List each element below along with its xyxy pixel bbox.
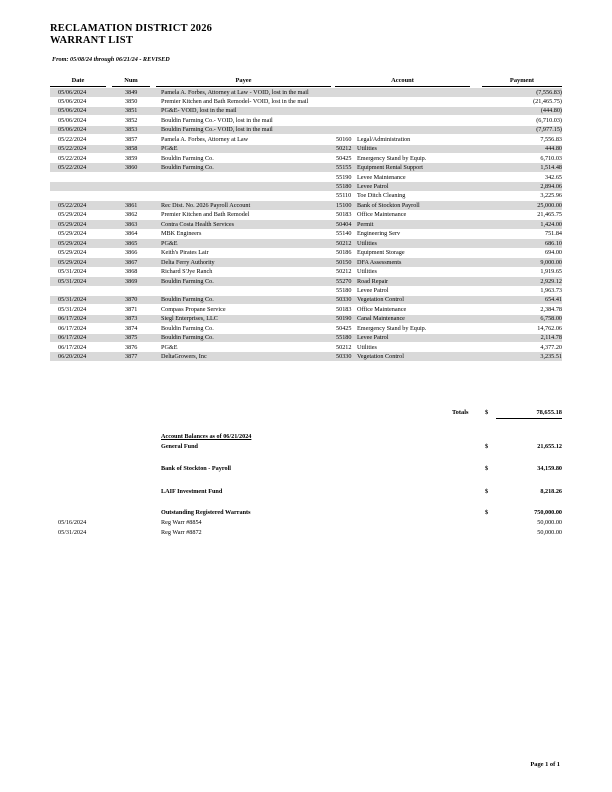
row-payee: Bouldin Farming Co. (161, 324, 214, 332)
table-row (0, 154, 612, 163)
row-date: 05/29/2024 (58, 230, 87, 238)
row-date: 06/17/2024 (58, 324, 87, 332)
row-num: 3866 (125, 249, 138, 257)
row-account-code: 55180 (336, 286, 352, 294)
row-account-code: 50160 (336, 135, 352, 143)
row-payment: 2,929.12 (540, 277, 562, 285)
totals-label: Totals (452, 409, 469, 416)
row-date: 05/29/2024 (58, 239, 87, 247)
row-num: 3851 (125, 107, 138, 115)
table-row (0, 201, 612, 210)
row-payee: Bouldin Farming Co. (161, 334, 214, 342)
row-account-name: Legal/Administration (357, 135, 411, 143)
row-num: 3850 (125, 97, 138, 105)
row-account-code: 50186 (336, 249, 352, 257)
row-account-name: Canal Maintenance (357, 315, 405, 323)
row-payment: (444.80) (540, 107, 562, 115)
table-row (0, 125, 612, 134)
row-date: 05/31/2024 (58, 277, 87, 285)
row-account-code: 15100 (336, 201, 352, 209)
row-num: 3857 (125, 135, 138, 143)
column-account: Account (335, 77, 470, 87)
row-payee: Bouldin Farming Co. (161, 164, 214, 172)
row-payment: (7,556.83) (536, 88, 562, 96)
row-payee: Siegl Enterprises, LLC (161, 315, 218, 323)
registered-warrant-row (0, 518, 612, 527)
totals-value: 78,655.18 (536, 409, 562, 416)
row-date: 06/17/2024 (58, 343, 87, 351)
row-num: 3859 (125, 154, 138, 162)
table-row (0, 135, 612, 144)
row-date: 06/20/2024 (58, 353, 87, 361)
row-payee: PG&E (161, 343, 178, 351)
row-account-code: 50404 (336, 220, 352, 228)
row-num: 3876 (125, 343, 138, 351)
row-account-code: 55140 (336, 230, 352, 238)
table-row (0, 248, 612, 257)
row-payee: Richard S'Jye Ranch (161, 268, 213, 276)
row-date: 05/22/2024 (58, 154, 87, 162)
row-payment: 1,424.00 (540, 220, 562, 228)
table-row (0, 88, 612, 97)
row-payment: 654.41 (544, 296, 562, 304)
row-account-code: 50183 (336, 211, 352, 219)
row-payee: Bouldin Farming Co.- VOID, lost in the mail (161, 126, 273, 134)
reg-warrant-label: Reg Warr #8854 (161, 519, 202, 526)
row-date: 05/31/2024 (58, 305, 87, 313)
row-date: 05/31/2024 (58, 268, 87, 276)
row-payee: PG&E (161, 239, 178, 247)
row-payment: 1,514.48 (540, 164, 562, 172)
payroll-currency: $ (485, 465, 489, 472)
row-account-name: Office Maintenance (357, 211, 407, 219)
table-row (0, 343, 612, 352)
row-payee: Pamela A. Forbes, Attorney at Law (161, 135, 249, 143)
reg-warrant-label: Reg Warr #8872 (161, 529, 202, 536)
totals-currency: $ (485, 409, 489, 416)
row-num: 3870 (125, 296, 138, 304)
row-account-code: 50212 (336, 268, 352, 276)
row-payee: Keith's Pirates Lair (161, 249, 209, 257)
row-num: 3853 (125, 126, 138, 134)
row-num: 3869 (125, 277, 138, 285)
row-account-code: 50330 (336, 353, 352, 361)
table-row (0, 324, 612, 333)
row-date: 05/22/2024 (58, 135, 87, 143)
column-payee: Payee (156, 77, 331, 87)
table-row (0, 305, 612, 314)
table-row (0, 314, 612, 323)
row-payment: 2,114.78 (540, 334, 562, 342)
row-payee: DeltaGrowers, Inc (161, 353, 207, 361)
table-row (0, 229, 612, 238)
row-num: 3862 (125, 211, 138, 219)
table-row (0, 352, 612, 361)
table-row (0, 97, 612, 106)
column-num: Num (112, 77, 150, 87)
row-date: 05/22/2024 (58, 201, 87, 209)
row-account-name: Utilities (357, 268, 377, 276)
row-date: 06/17/2024 (58, 334, 87, 342)
row-date: 05/29/2024 (58, 249, 87, 257)
row-account-name: Engineering Serv (357, 230, 401, 238)
row-num: 3863 (125, 220, 138, 228)
row-account-name: Bank of Stockton Payroll (357, 201, 420, 209)
row-account-name: Levee Patrol (357, 183, 389, 190)
row-num: 3877 (125, 353, 138, 361)
table-row (0, 220, 612, 229)
row-payment: 686.10 (544, 239, 562, 247)
outstanding-label: Outstanding Registered Warrants (161, 509, 251, 516)
row-payee: Bouldin Farming Co. (161, 154, 214, 162)
row-account-name: Equipment Rental Support (357, 164, 423, 172)
table-row (0, 106, 612, 115)
row-payment: 342.65 (544, 173, 562, 181)
laif-label: LAIF Investment Fund (161, 488, 223, 495)
row-payment: 25,000.00 (537, 201, 562, 209)
row-num: 3871 (125, 305, 138, 313)
table-row (0, 258, 612, 267)
row-payment: 3,225.96 (540, 192, 562, 200)
table-row (0, 239, 612, 248)
row-payee: Pamela A. Forbes, Attorney at Law - VOID, lost in the mail (161, 88, 309, 96)
payroll-value: 34,159.80 (537, 465, 562, 472)
table-row (0, 173, 612, 182)
row-payment: 694.00 (544, 249, 562, 257)
row-payment: 4,377.20 (540, 343, 562, 351)
row-account-name: Utilities (357, 343, 377, 351)
row-account-name: Road Repair (357, 277, 389, 285)
row-payment: 2,384.78 (540, 305, 562, 313)
row-date: 05/29/2024 (58, 211, 87, 219)
row-date: 05/29/2024 (58, 258, 87, 266)
row-account-code: 55180 (336, 183, 352, 190)
row-date: 05/06/2024 (58, 88, 87, 96)
row-date: 05/06/2024 (58, 107, 87, 115)
row-payment: 21,465.75 (537, 211, 562, 219)
row-payee: Bouldin Farming Co.- VOID, lost in the mail (161, 116, 273, 124)
column-date: Date (50, 77, 106, 87)
row-num: 3868 (125, 268, 138, 276)
row-payment: 751.84 (544, 230, 562, 238)
row-account-name: Utilities (357, 145, 377, 153)
registered-warrant-row (0, 528, 612, 537)
row-payee: Delta Ferry Authority (161, 258, 215, 266)
laif-currency: $ (485, 488, 489, 495)
row-payment: (21,465.75) (533, 97, 562, 105)
row-account-name: Emergency Stand by Equip. (357, 154, 427, 162)
row-payment: 1,963.73 (540, 286, 562, 294)
reg-warrant-value: 50,000.00 (537, 529, 562, 536)
row-payee: Contra Costa Health Services (161, 220, 235, 228)
laif-value: 8,218.26 (540, 488, 562, 495)
reg-warrant-date: 05/31/2024 (58, 529, 87, 536)
table-row (0, 277, 612, 286)
row-date: 05/29/2024 (58, 220, 87, 228)
row-payee: Premier Kitchen and Bath Remodel (161, 211, 250, 219)
reg-warrant-date: 05/16/2024 (58, 519, 87, 526)
row-num: 3874 (125, 324, 138, 332)
row-payee: Rec Dist. No. 2026 Payroll Account (161, 201, 251, 209)
table-row (0, 191, 612, 200)
table-row (0, 210, 612, 219)
row-account-code: 55110 (336, 192, 352, 200)
row-account-code: 55270 (336, 277, 352, 285)
row-payee: Bouldin Farming Co. (161, 277, 214, 285)
row-account-name: Utilities (357, 239, 377, 247)
general-fund-label: General Fund (161, 443, 198, 450)
balances-heading: Account Balances as of 06/21/2024 (161, 433, 252, 440)
row-num: 3875 (125, 334, 138, 342)
row-num: 3849 (125, 88, 138, 96)
row-num: 3852 (125, 116, 138, 124)
row-payment: (7,977.15) (536, 126, 562, 134)
row-num: 3865 (125, 239, 138, 247)
row-account-code: 50425 (336, 154, 352, 162)
general-fund-currency: $ (485, 443, 489, 450)
row-account-code: 50212 (336, 145, 352, 153)
payroll-label: Bank of Stockton - Payroll (161, 465, 232, 472)
row-account-code: 55190 (336, 173, 352, 181)
totals-row (0, 409, 612, 420)
table-row (0, 144, 612, 153)
row-payment: (6,710.03) (536, 116, 562, 124)
table-row (0, 116, 612, 125)
row-date: 05/31/2024 (58, 296, 87, 304)
row-account-name: Levee Patrol (357, 286, 389, 294)
outstanding-value: 750,000.00 (534, 509, 562, 516)
row-num: 3867 (125, 258, 138, 266)
row-num: 3864 (125, 230, 138, 238)
row-account-name: Permit (357, 220, 374, 228)
row-account-code: 50212 (336, 343, 352, 351)
row-payment: 6,710.03 (540, 154, 562, 162)
row-payee: Bouldin Farming Co. (161, 296, 214, 304)
row-account-code: 50150 (336, 258, 352, 266)
row-date: 05/06/2024 (58, 97, 87, 105)
reg-warrant-value: 50,000.00 (537, 519, 562, 526)
row-account-name: Emergency Stand by Equip. (357, 324, 427, 332)
row-date: 05/22/2024 (58, 164, 87, 172)
table-row (0, 267, 612, 276)
row-account-code: 50212 (336, 239, 352, 247)
row-account-code: 50425 (336, 324, 352, 332)
table-row (0, 182, 612, 191)
row-num: 3858 (125, 145, 138, 153)
row-account-name: Vegetation Control (357, 296, 404, 304)
district-title: RECLAMATION DISTRICT 2026 (50, 23, 213, 34)
row-num: 3860 (125, 164, 138, 172)
row-account-code: 50330 (336, 296, 352, 304)
outstanding-currency: $ (485, 509, 489, 516)
row-payment: 3,235.51 (540, 353, 562, 361)
row-date: 05/22/2024 (58, 145, 87, 153)
table-row (0, 286, 612, 295)
row-account-name: Levee Maintenance (357, 173, 406, 181)
general-fund-value: 21,655.12 (537, 443, 562, 450)
row-account-name: Toe Ditch Cleaning (357, 192, 406, 200)
row-account-code: 55155 (336, 164, 352, 172)
page-number: Page 1 of 1 (530, 761, 560, 768)
row-payment: 14,762.06 (537, 324, 562, 332)
row-account-name: Levee Patrol (357, 334, 389, 342)
row-account-name: Office Maintenance (357, 305, 407, 313)
row-num: 3861 (125, 201, 138, 209)
row-payee: Compass Propane Service (161, 305, 226, 313)
row-payment: 9,000.00 (540, 258, 562, 266)
row-date: 05/06/2024 (58, 116, 87, 124)
row-account-name: Vegetation Control (357, 353, 404, 361)
row-payee: Premier Kitchen and Bath Remodel- VOID, lost in the mail (161, 97, 309, 105)
row-account-name: Equipment Storage (357, 249, 405, 257)
document-subtitle: WARRANT LIST (50, 35, 134, 46)
row-account-code: 50183 (336, 305, 352, 313)
row-payment: 6,758.00 (540, 315, 562, 323)
column-payment: Payment (482, 77, 562, 87)
row-num: 3873 (125, 315, 138, 323)
table-row (0, 333, 612, 342)
table-row (0, 163, 612, 172)
date-range: From: 05/08/24 through 06/21/24 - REVISED (52, 56, 170, 63)
row-payee: PG&E- VOID, lost in the mail (161, 107, 237, 115)
table-row (0, 295, 612, 304)
row-date: 06/17/2024 (58, 315, 87, 323)
row-payment: 2,894.06 (540, 183, 562, 190)
row-payment: 1,919.65 (540, 268, 562, 276)
row-payee: MBK Engineers (161, 230, 202, 238)
row-date: 05/06/2024 (58, 126, 87, 134)
row-payee: PG&E (161, 145, 178, 153)
row-payment: 7,556.83 (540, 135, 562, 143)
row-payment: 444.80 (544, 145, 562, 153)
row-account-code: 50190 (336, 315, 352, 323)
row-account-code: 55180 (336, 334, 352, 342)
row-account-name: DFA Assessments (357, 258, 402, 266)
